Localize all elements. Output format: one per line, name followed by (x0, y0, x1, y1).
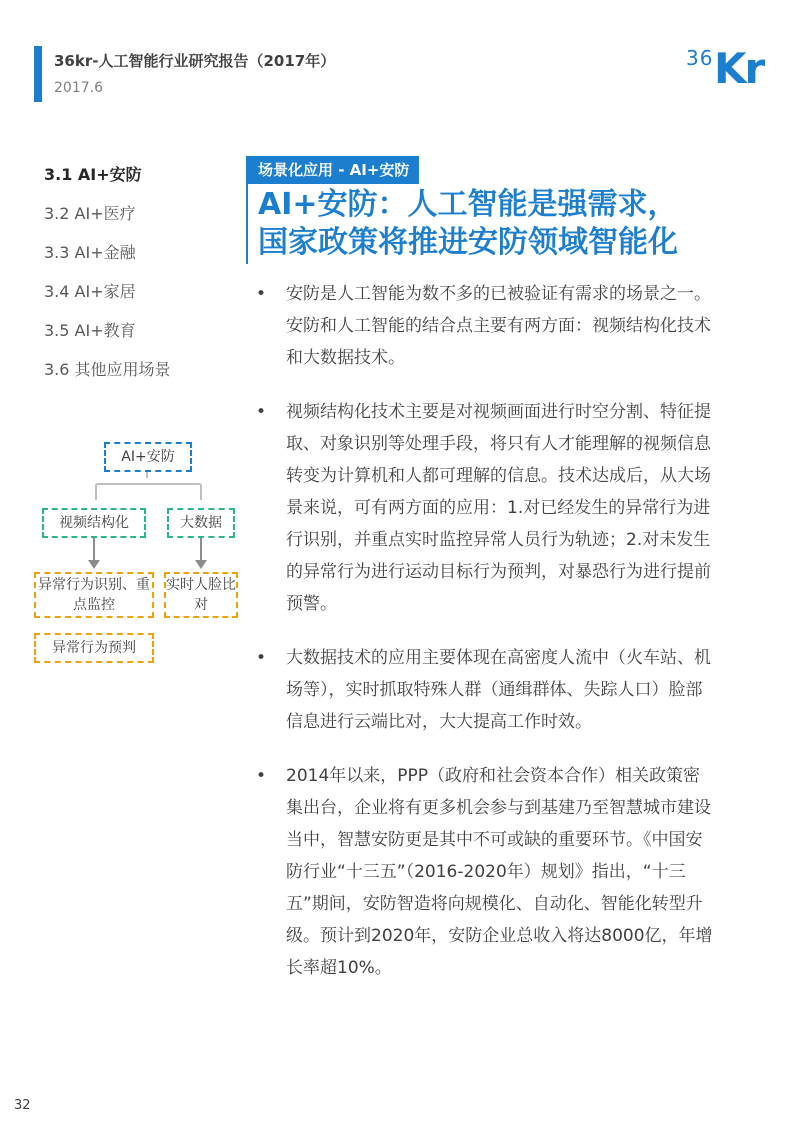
arrow-right-head (195, 560, 207, 569)
toc-item-ai-home[interactable]: 3.4 AI+家居 (44, 282, 136, 301)
diagram-face-compare-box: 实时人脸比对 (164, 572, 238, 618)
diagram-root-box: AI+安防 (104, 442, 192, 472)
body-bullet-list (256, 278, 716, 1006)
section-toc (44, 162, 171, 396)
toc-item-ai-finance[interactable]: 3.3 AI+金融 (44, 243, 136, 262)
section-title (258, 186, 678, 262)
branch-bracket (96, 470, 201, 500)
arrow-left-head (88, 560, 100, 569)
toc-item-ai-medical[interactable]: 3.2 AI+医疗 (44, 204, 136, 223)
toc-item-other-scenarios[interactable]: 3.6 其他应用场景 (44, 360, 171, 379)
list-item: • 2014年以来，PPP（政府和社会资本合作）相关政策密集出台，企业将有更多机会参与到基建乃至智慧城市建设当中，智慧安防更是其中不可或缺的重要环节。《中国安防行业“十三五”（2016-2020年）规划》指出，“十三五”期间，安防智造将向规模化、自动化、智能化转型升级。预计到2020年，安防企业总收入将达8000亿，年增长率超10%。 (256, 760, 716, 984)
diagram-anomaly-detection-box: 异常行为识别、重点监控 (34, 572, 154, 618)
section-tag: 场景化应用 - AI+安防 (248, 156, 419, 184)
diagram-anomaly-prediction-box: 异常行为预判 (34, 633, 154, 663)
section-title-line-2: 国家政策将推进安防领域智能化 (258, 225, 678, 260)
header-accent-bar (34, 46, 42, 102)
report-date: 2017.6 (54, 80, 103, 96)
page-number: 32 (14, 1098, 31, 1113)
logo-letters: Kr (714, 44, 764, 93)
toc-item-ai-security[interactable]: 3.1 AI+安防 (44, 165, 142, 184)
list-item: • 安防是人工智能为数不多的已被验证有需求的场景之一。安防和人工智能的结合点主要有两方面：视频结构化技术和大数据技术。 (256, 278, 716, 374)
report-title: 36kr-人工智能行业研究报告（2017年） (54, 52, 336, 70)
ai-security-diagram (30, 438, 250, 668)
list-item: • 大数据技术的应用主要体现在高密度人流中（火车站、机场等），实时抓取特殊人群（通缉群体、失踪人口）脸部信息进行云端比对，大大提高工作时效。 (256, 642, 716, 738)
toc-item-ai-education[interactable]: 3.5 AI+教育 (44, 321, 136, 340)
36kr-logo (686, 42, 766, 92)
list-item: • 视频结构化技术主要是对视频画面进行时空分割、特征提取、对象识别等处理手段，将只有人才能理解的视频信息转变为计算机和人都可理解的信息。技术达成后，从大场景来说，可有两方面的应用：1.对已经发生的异常行为进行识别，并重点实时监控异常人员行为轨迹；2.对未发生的异常行为进行运动目标行为预判，对暴恐行为进行提前预警。 (256, 396, 716, 620)
logo-number: 36 (686, 46, 714, 70)
diagram-big-data-box: 大数据 (167, 508, 235, 538)
diagram-video-structuring-box: 视频结构化 (42, 508, 146, 538)
section-title-line-1: AI+安防：人工智能是强需求， (258, 187, 678, 222)
